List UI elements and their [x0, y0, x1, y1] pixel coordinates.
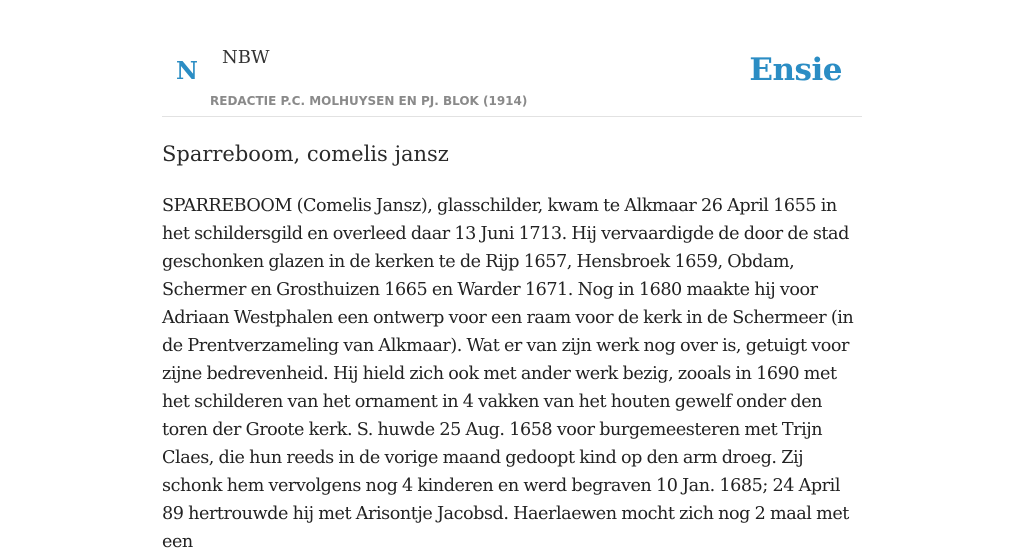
article-title: Sparreboom, comelis jansz: [162, 142, 449, 166]
source-header: [162, 0, 862, 117]
brand-logo-link[interactable]: Ensie: [749, 52, 842, 88]
source-editors: REDACTIE P.C. MOLHUYSEN EN PJ. BLOK (1914): [210, 94, 528, 108]
article-body: SPARREBOOM (Comelis Jansz), glasschilder, kwam te Alkmaar 26 April 1655 in het schildersgild en overleed daar 13 Juni 1713. Hij vervaardigde de door de stad geschonken glazen in de kerken te de Rijp 1657, Hensbroek 1659, Obdam, Schermer en Grosthuizen 1665 en Warder 1671. Nog in 1680 maakte hij voor Adriaan Westphalen een ontwerp voor een raam voor de kerk in de Schermeer (in de Prentverzameling van Alkmaar). Wat er van zijn werk nog over is, getuigt voor zijne bedrevenheid. Hij hield zich ook met ander werk bezig, zooals in 1690 met het schilderen van het ornament in 4 vakken van het houten gewelf onder den toren der Groote kerk. S. huwde 25 Aug. 1658 voor burgemeesteren met Trijn Claes, die hun reeds in de vorige maand gedoopt kind op den arm droeg. Zij schonk hem vervolgens nog 4 kinderen en werd begraven 10 Jan. 1685; 24 April 89 hertrouwde hij met Arisontje Jacobsd. Haerlaewen mocht zich nog 2 maal met een: [162, 196, 854, 552]
source-logo[interactable]: N: [176, 56, 198, 85]
source-name-link[interactable]: NBW: [222, 47, 270, 68]
